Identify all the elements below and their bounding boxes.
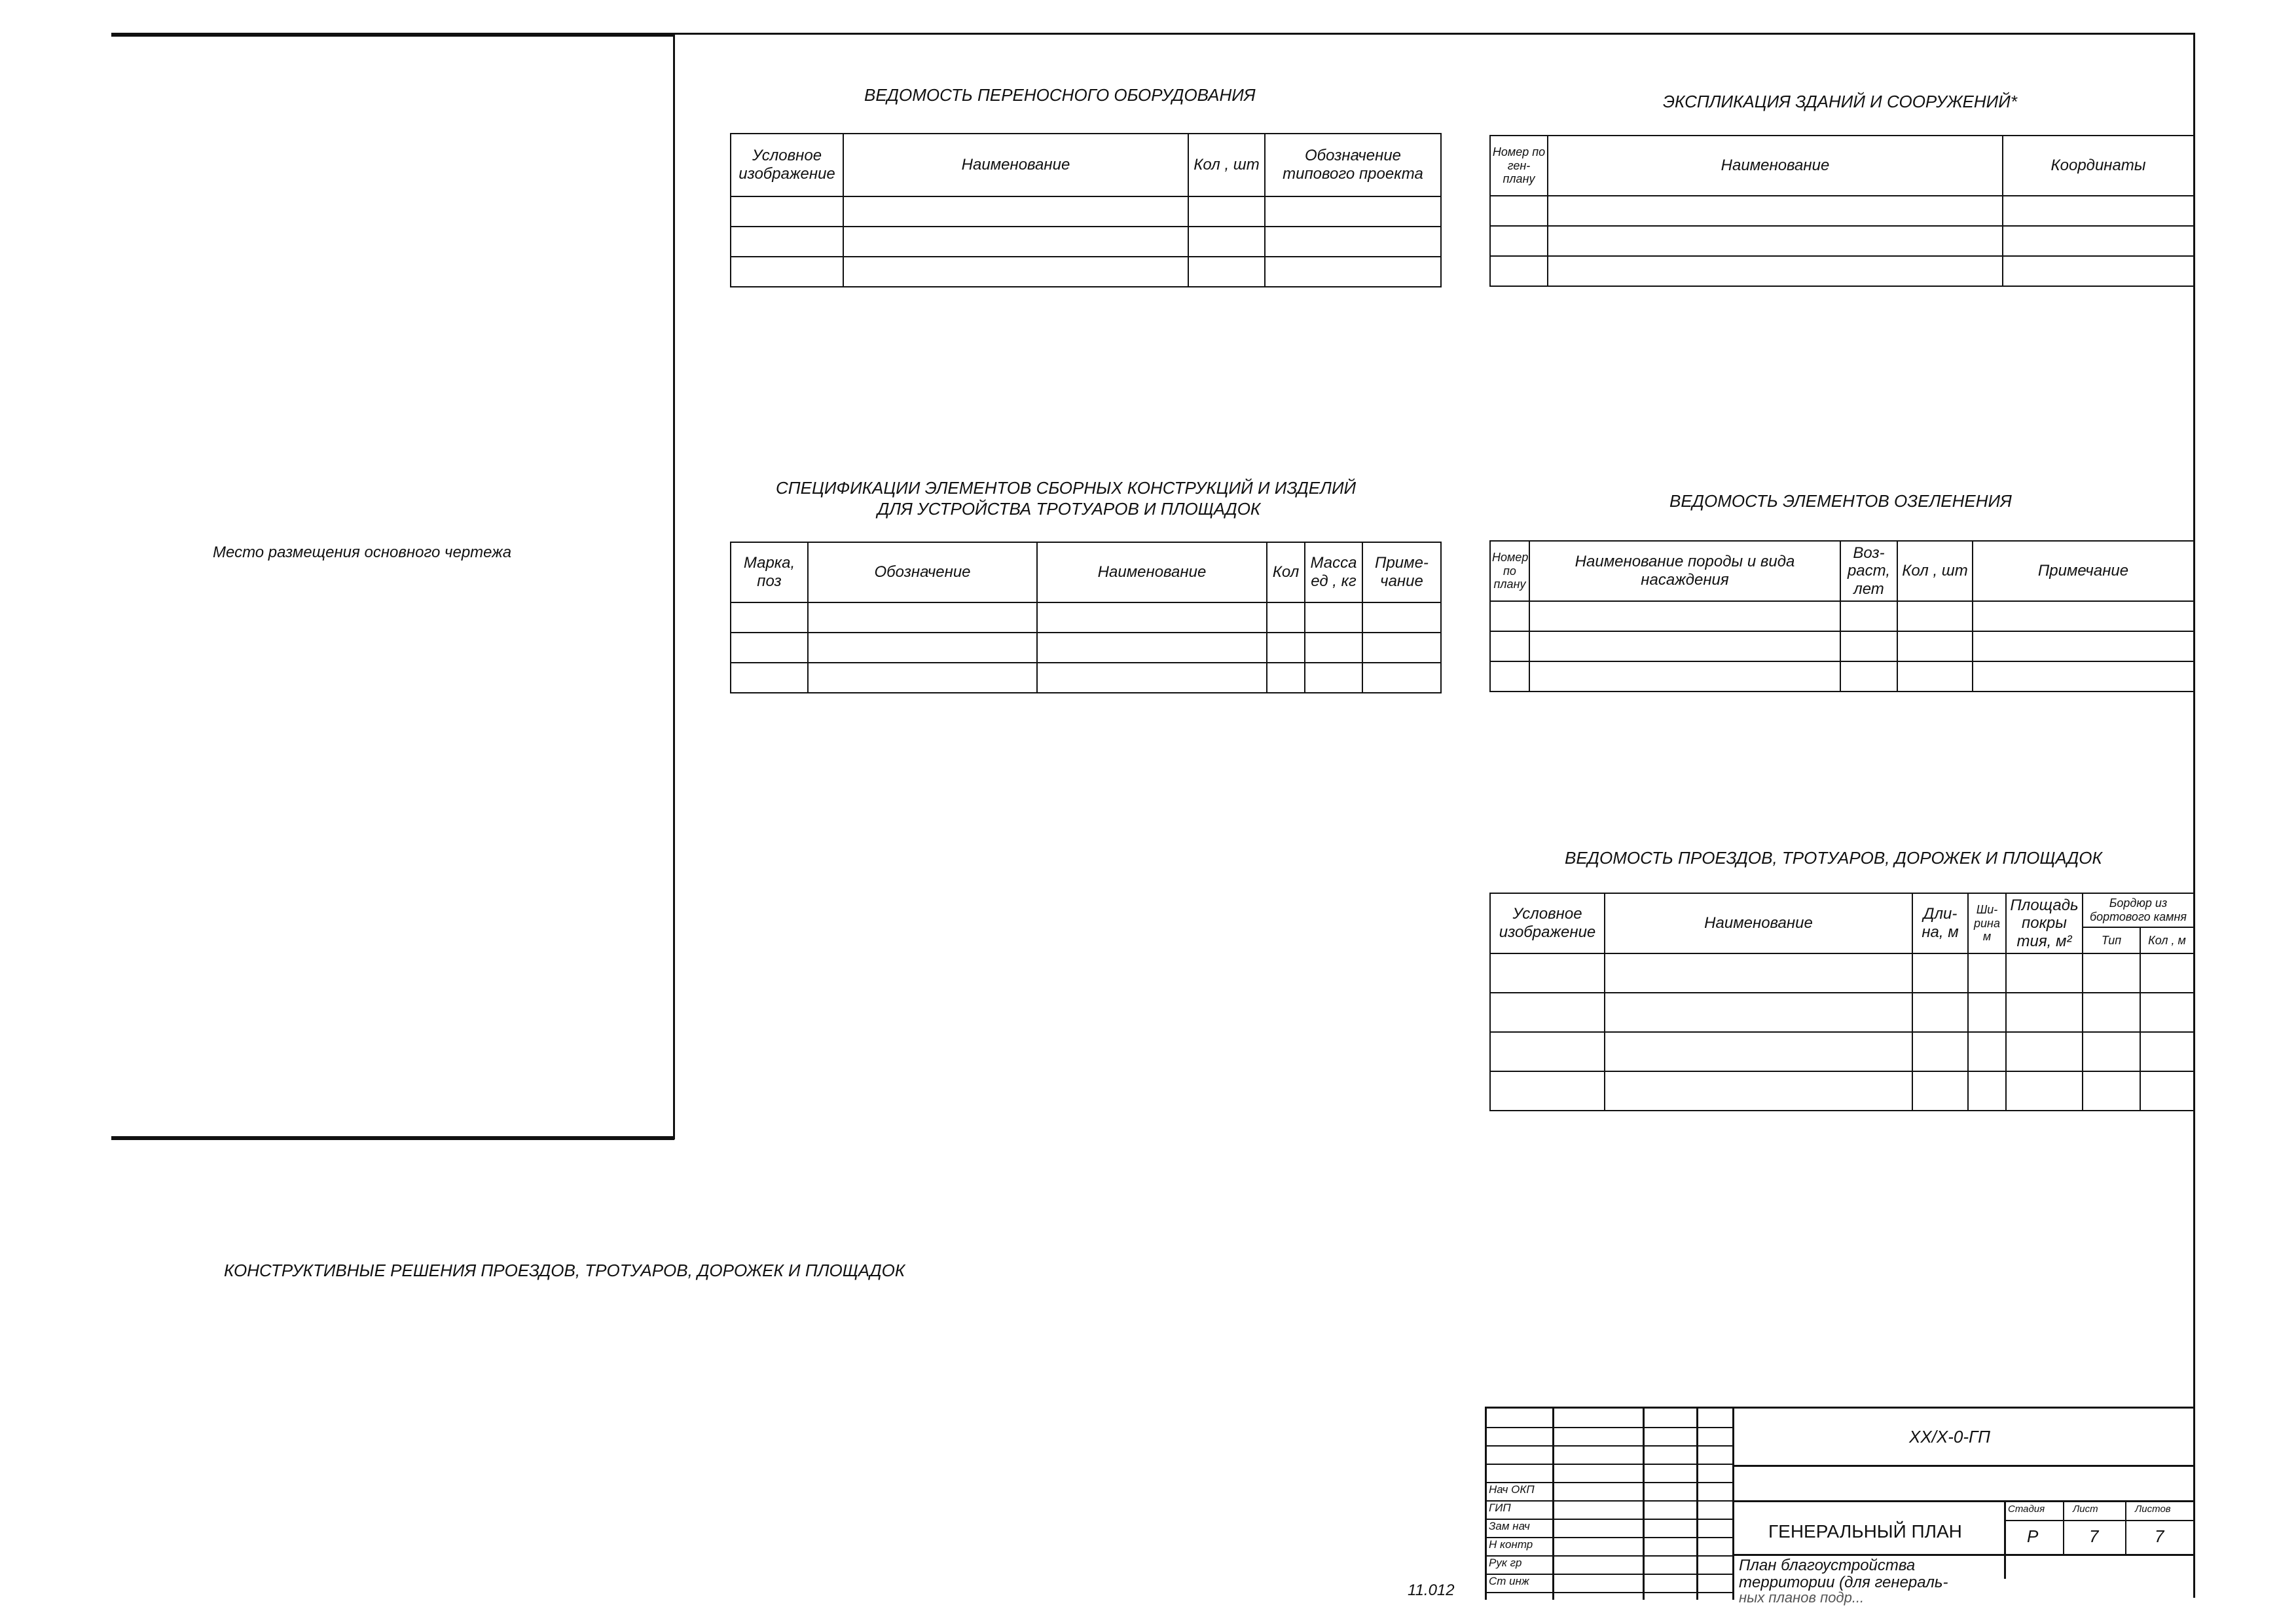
roads-header-area: Площадь покры тия, м² [2006, 893, 2083, 953]
roads-header-curb-qty: Кол , м [2140, 927, 2194, 953]
table-row [731, 227, 1441, 257]
equipment-header-symbol: Условное изображение [731, 134, 843, 196]
bottom-title: КОНСТРУКТИВНЫЕ РЕШЕНИЯ ПРОЕЗДОВ, ТРОТУАРОВ, ДОРОЖЕК И ПЛОЩАДОК [224, 1261, 905, 1280]
specification-header-name: Наименование [1037, 542, 1267, 602]
greening-header-name: Наименование породы и вида насаждения [1529, 541, 1840, 601]
stamp-stage-line [2004, 1520, 2195, 1521]
specification-header-qty: Кол [1267, 542, 1305, 602]
stamp-sheets: 7 [2155, 1526, 2164, 1546]
stamp-row-line [1487, 1592, 1734, 1593]
stamp-title: ГЕНЕРАЛЬНЫЙ ПЛАН [1768, 1521, 1962, 1541]
table-row [1490, 226, 2194, 256]
roads-title: ВЕДОМОСТЬ ПРОЕЗДОВ, ТРОТУАРОВ, ДОРОЖЕК И ПЛОЩАДОК [1565, 848, 2102, 868]
stamp-stage: Р [2027, 1526, 2039, 1546]
equipment-header-project: Обозначение типового проекта [1265, 134, 1441, 196]
explication-header-name: Наименование [1548, 136, 2003, 196]
stamp-row-line [1487, 1464, 1734, 1465]
stamp-stage-header: Стадия [2008, 1504, 2045, 1515]
greening-table [1489, 540, 2195, 692]
table-row [1490, 256, 2194, 286]
stamp-role-0: Нач ОКП [1489, 1483, 1535, 1496]
specification-header-designation: Обозначение [808, 542, 1037, 602]
table-row [1490, 993, 2194, 1032]
stamp-code-line [1732, 1465, 2195, 1467]
greening-header-qty: Кол , шт [1897, 541, 1973, 601]
stamp-stage-divider [2125, 1500, 2126, 1556]
equipment-header-qty: Кол , шт [1188, 134, 1265, 196]
table-row [1490, 953, 2194, 993]
margin-note: 11.012 [1408, 1581, 1455, 1599]
specification-header-mass: Масса ед , кг [1305, 542, 1362, 602]
stamp-row-line [1487, 1555, 1734, 1557]
stamp-name-divider [2004, 1500, 2006, 1579]
stamp-divider [1732, 1409, 1734, 1600]
table-row [731, 633, 1441, 663]
stamp-role-3: Н контр [1489, 1538, 1533, 1551]
explication-table [1489, 135, 2195, 287]
stamp-stage-divider [2063, 1500, 2064, 1556]
explication-header-coords: Координаты [2003, 136, 2194, 196]
table-row [731, 602, 1441, 633]
stamp-role-5: Ст инж [1489, 1575, 1529, 1587]
table-row [1490, 196, 2194, 226]
greening-header-age: Воз-раст, лет [1840, 541, 1897, 601]
specification-header-mark: Марка, поз [731, 542, 808, 602]
stamp-sheets-header: Листов [2135, 1504, 2171, 1515]
stamp-divider [1696, 1409, 1698, 1600]
stamp-role-2: Зам нач [1489, 1520, 1530, 1532]
stamp-row-line [1487, 1427, 1734, 1428]
roads-header-type: Тип [2083, 927, 2140, 953]
explication-title: ЭКСПЛИКАЦИЯ ЗДАНИЙ И СООРУЖЕНИЙ* [1663, 92, 2017, 111]
specification-table [730, 542, 1442, 693]
main-drawing-label: Место размещения основного чертежа [213, 544, 512, 561]
roads-table [1489, 893, 2195, 1111]
title-block [1485, 1407, 2195, 1606]
stamp-divider [1552, 1409, 1554, 1600]
main-drawing-bottom-border [111, 1136, 674, 1140]
specification-title-line2: ДЛЯ УСТРОЙСТВА ТРОТУАРОВ И ПЛОЩАДОК [877, 499, 1261, 519]
stamp-role-4: Рук гр [1489, 1557, 1522, 1569]
greening-header-number: Номер по плану [1490, 541, 1529, 601]
equipment-header-name: Наименование [843, 134, 1188, 196]
table-row [1490, 1071, 2194, 1111]
roads-header-symbol: Условное изображение [1490, 893, 1605, 953]
roads-header-length: Дли-на, м [1912, 893, 1968, 953]
stamp-subtitle-line2: территории (для генераль- [1739, 1574, 1948, 1591]
stamp-sheet-header: Лист [2073, 1504, 2098, 1515]
equipment-table [730, 133, 1442, 287]
stamp-sheet: 7 [2089, 1526, 2099, 1546]
roads-header-curb: Бордюр из бортового камня [2083, 893, 2194, 927]
stamp-subtitle-line3: ных планов подр... [1739, 1589, 1865, 1606]
stamp-code: XX/X-0-ГП [1909, 1427, 1991, 1447]
table-row [1490, 631, 2194, 661]
specification-header-note: Приме-чание [1362, 542, 1441, 602]
top-left-thick [111, 33, 674, 37]
table-row [1490, 601, 2194, 631]
table-row [731, 257, 1441, 287]
stamp-role-1: ГИП [1489, 1502, 1511, 1514]
explication-header-number: Номер по ген-плану [1490, 136, 1548, 196]
stamp-divider [1643, 1409, 1645, 1600]
greening-header-note: Примечание [1973, 541, 2194, 601]
roads-header-width: Ши-рина м [1968, 893, 2006, 953]
specification-title-line1: СПЕЦИФИКАЦИИ ЭЛЕМЕНТОВ СБОРНЫХ КОНСТРУКЦИЙ И ИЗДЕЛИЙ [776, 478, 1357, 498]
equipment-title: ВЕДОМОСТЬ ПЕРЕНОСНОГО ОБОРУДОВАНИЯ [864, 85, 1256, 105]
stamp-subtitle-line1: План благоустройства [1739, 1557, 1916, 1574]
greening-title: ВЕДОМОСТЬ ЭЛЕМЕНТОВ ОЗЕЛЕНЕНИЯ [1669, 491, 2012, 511]
table-row [1490, 1032, 2194, 1071]
table-row [731, 196, 1441, 227]
table-row [1490, 661, 2194, 692]
main-drawing-right-border [673, 33, 675, 1139]
table-row [731, 663, 1441, 693]
stamp-row-line [1487, 1445, 1734, 1447]
roads-header-name: Наименование [1605, 893, 1912, 953]
stamp-row-line [1487, 1500, 1734, 1502]
